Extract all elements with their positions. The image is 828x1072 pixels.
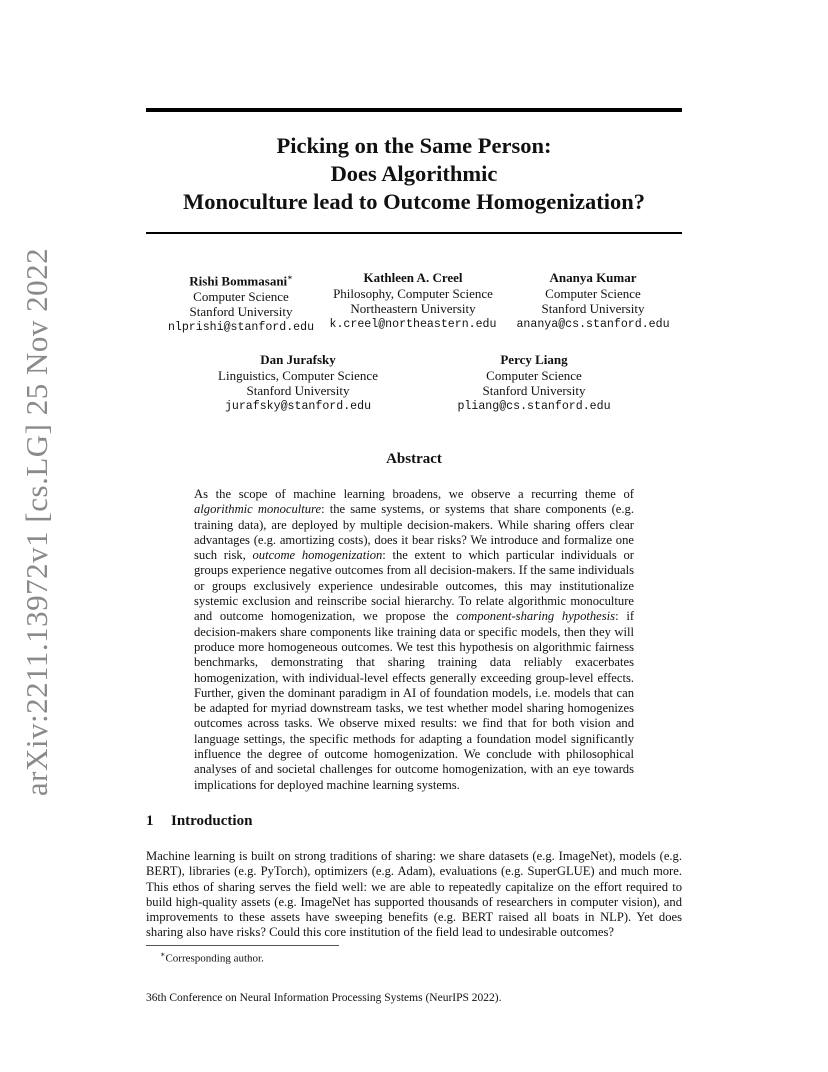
author-block xyxy=(434,352,634,414)
author-affiliation: Philosophy, Computer Science xyxy=(333,285,493,301)
author-name: Percy Liang xyxy=(500,352,568,367)
arxiv-identifier xyxy=(14,247,60,797)
emphasis: component-sharing hypothesis xyxy=(456,609,616,624)
section-title: Introduction xyxy=(171,813,253,829)
emphasis: outcome homogenization xyxy=(252,548,383,563)
conference-footer: 36th Conference on Neural Information Processing Systems (NeurIPS 2022). xyxy=(146,992,502,1004)
paper-title xyxy=(146,132,682,216)
title-line-2: Does Algorithmic xyxy=(330,161,498,186)
author-institution: Northeastern University xyxy=(350,301,476,316)
author-institution: Stanford University xyxy=(482,383,586,398)
author-name: Dan Jurafsky xyxy=(260,352,336,367)
title-bottom-rule xyxy=(146,232,682,234)
section-heading xyxy=(146,813,252,830)
author-affiliation: Computer Science xyxy=(486,367,582,383)
footnote-mark: ∗ xyxy=(160,950,166,959)
author-institution: Stanford University xyxy=(541,301,645,316)
author-institution: Stanford University xyxy=(246,383,350,398)
author-institution: Stanford University xyxy=(189,304,293,320)
emphasis: algorithmic monoculture xyxy=(194,502,322,517)
abstract-heading: Abstract xyxy=(386,451,442,467)
author-email: jurafsky@stanford.edu xyxy=(224,399,372,413)
intro-paragraph: Machine learning is built on strong traditions of sharing: we share datasets (e.g. ImageNet), models (e.g. BERT), libraries (e.g. PyTorch), optimizers (e.g. Adam), evaluations (e.g. SuperGLUE) and much more. This ethos of sharing serves the field well: we are able to repeatedly capitalize on the effort required to build high-quality assets (e.g. ImageNet has supported thousands of researchers in computer vision), and improvements to these assets have sweeping benefits (e.g. BERT raised all boats in NLP). Yet does sharing also have risks? Could this core institution of the field lead to undesirable outcomes? xyxy=(146,849,682,940)
author-affiliation: Computer Science xyxy=(193,288,289,304)
author-affiliation: Computer Science xyxy=(545,285,641,301)
top-rule xyxy=(146,108,682,112)
author-email: pliang@cs.stanford.edu xyxy=(457,399,611,413)
author-block xyxy=(318,270,508,332)
author-block xyxy=(198,352,398,414)
title-line-1: Picking on the Same Person: xyxy=(276,133,552,158)
arxiv-identifier-text: arXiv:2211.13972v1 [cs.LG] 25 Nov 2022 xyxy=(19,247,55,797)
author-block xyxy=(498,270,688,332)
author-block xyxy=(146,270,336,335)
author-email: ananya@cs.stanford.edu xyxy=(516,317,670,331)
section-number: 1 xyxy=(146,813,154,829)
author-name: Rishi Bommasani∗ xyxy=(189,273,293,289)
footnote-rule xyxy=(146,945,339,946)
corresponding-mark: ∗ xyxy=(287,273,293,282)
author-name: Kathleen A. Creel xyxy=(363,270,463,285)
title-line-3: Monoculture lead to Outcome Homogenization? xyxy=(182,189,646,214)
author-email: k.creel@northeastern.edu xyxy=(329,317,497,331)
footnote: ∗Corresponding author. xyxy=(160,950,264,965)
author-email: nlprishi@stanford.edu xyxy=(167,320,315,334)
author-affiliation: Linguistics, Computer Science xyxy=(218,367,378,383)
author-name: Ananya Kumar xyxy=(549,270,637,285)
abstract-body: As the scope of machine learning broadens, we observe a recurring theme of algorithmic monoculture: the same systems, or systems that share components (e.g. training data), are deployed by multiple decision-makers. While sharing offers clear advantages (e.g. amortizing costs), does it bear risks? We introduce and formalize one such risk, outcome homogenization: the extent to which particular individuals or groups experience negative outcomes from all decision-makers. If the same individuals or groups exclusively experience undesirable outcomes, this may institutionalize systemic exclusion and reinscribe social hierarchy. To relate algorithmic monoculture and outcome homogenization, we propose the component-sharing hypothesis: if decision-makers share components like training data or specific models, then they will produce more homogeneous outcomes. We test this hypothesis on algorithmic fairness benchmarks, demonstrating that sharing training data reliably exacerbates homogenization, with individual-level effects generally exceeding group-level effects. Further, given the dominant paradigm in AI of foundation models, i.e. models that can be adapted for myriad downstream tasks, we test whether model sharing homogenizes outcomes across tasks. We observe mixed results: we find that for both vision and language settings, the specific methods for adapting a foundation model significantly influence the degree of outcome homogenization. We conclude with philosophical analyses of and societal challenges for outcome homogenization, with an eye towards implications for deployed machine learning systems. xyxy=(194,487,635,792)
